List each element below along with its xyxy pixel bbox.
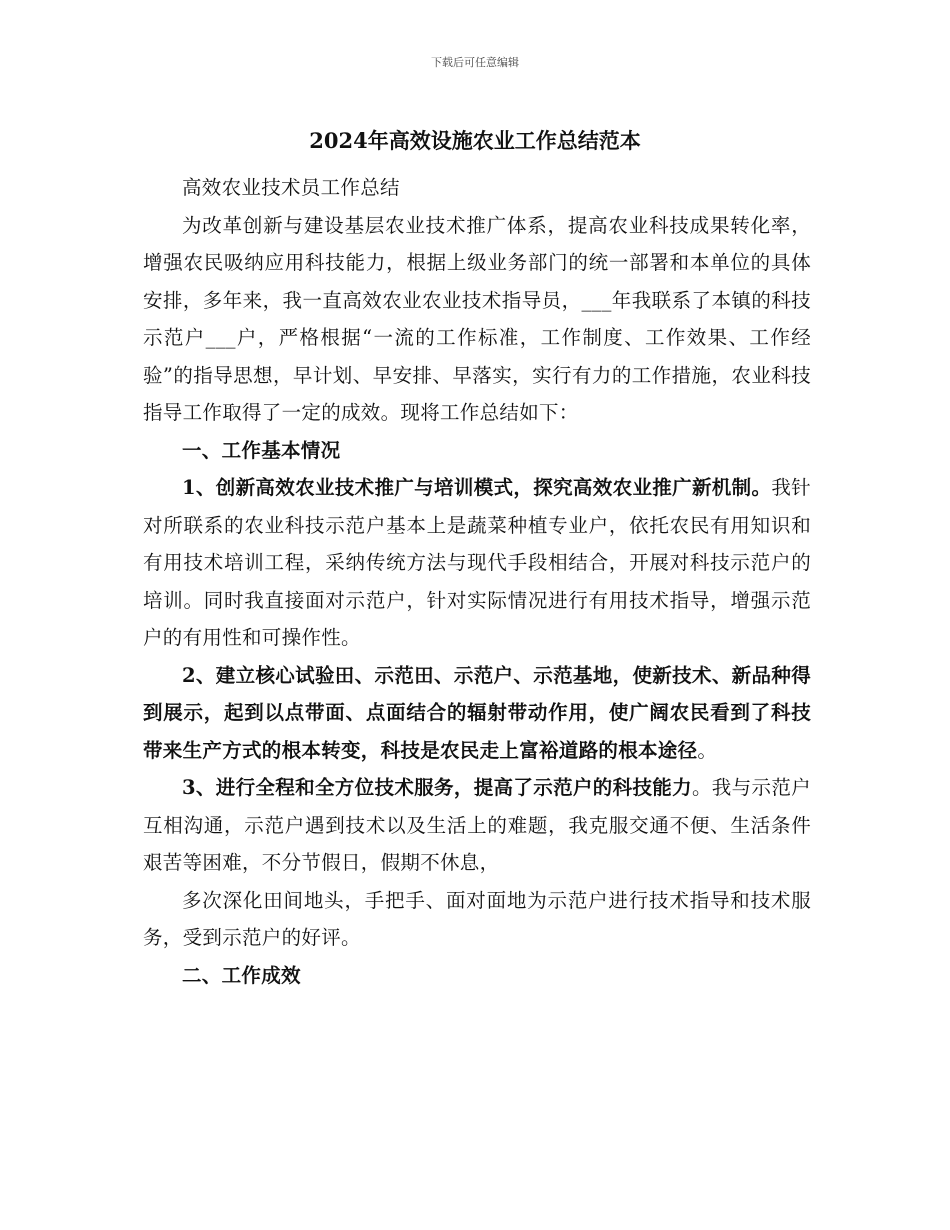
item-1-lead: 1、创新高效农业技术推广与培训模式，探究高效农业推广新机制。 — [182, 476, 772, 499]
item-2-text: 。 — [697, 738, 718, 762]
document-body — [143, 169, 811, 994]
intro-paragraph: 为改革创新与建设基层农业技术推广体系，提高农业科技成果转化率，增强农民吸纳应用科技能力，根据上级业务部门的统一部署和本单位的具体安排，多年来，我一直高效农业农业技术指导员，___年我联系了本镇的科技示范户___户，严格根据“一流的工作标准，工作制度、工作效果、工作经验”的指导思想，早计划、早安排、早落实，实行有力的工作措施，农业科技指导工作取得了一定的成效。现将工作总结如下： — [143, 213, 811, 424]
item-paragraph-3 — [143, 769, 811, 882]
header-note: 下载后可任意编辑 — [431, 56, 519, 69]
section-heading-1: 一、工作基本情况 — [182, 438, 341, 462]
item-paragraph-2 — [143, 657, 811, 770]
document-title: 2024年高效设施农业工作总结范本 — [309, 128, 641, 153]
continuation-paragraph: 多次深化田间地头，手把手、面对面地为示范户进行技术指导和技术服务，受到示范户的好评。 — [143, 888, 811, 949]
item-paragraph-1 — [143, 469, 811, 657]
section-heading-2: 二、工作成效 — [182, 963, 301, 987]
item-1-text: 我针对所联系的农业科技示范户基本上是蔬菜种植专业户，依托农民有用知识和有用技术培训工程，采纳传统方法与现代手段相结合，开展对科技示范户的培训。同时我直接面对示范户，针对实际情况进行有用技术指导，增强示范户的有用性和可操作性。 — [143, 476, 811, 649]
item-3-text: 。我与示范户互相沟通，示范户遇到技术以及生活上的难题，我克服交通不便、生活条件艰苦等困难，不分节假日，假期不休息， — [143, 776, 811, 874]
subtitle-paragraph: 高效农业技术员工作总结 — [182, 176, 400, 199]
item-3-lead: 3、进行全程和全方位技术服务，提高了示范户的科技能力 — [182, 776, 692, 799]
item-2-lead: 2、建立核心试验田、示范田、示范户、示范基地，使新技术、新品种得到展示，起到以点带面、点面结合的辐射带动作用，使广阔农民看到了科技带来生产方式的根本转变，科技是农民走上富裕道路的根本途径 — [143, 663, 811, 762]
